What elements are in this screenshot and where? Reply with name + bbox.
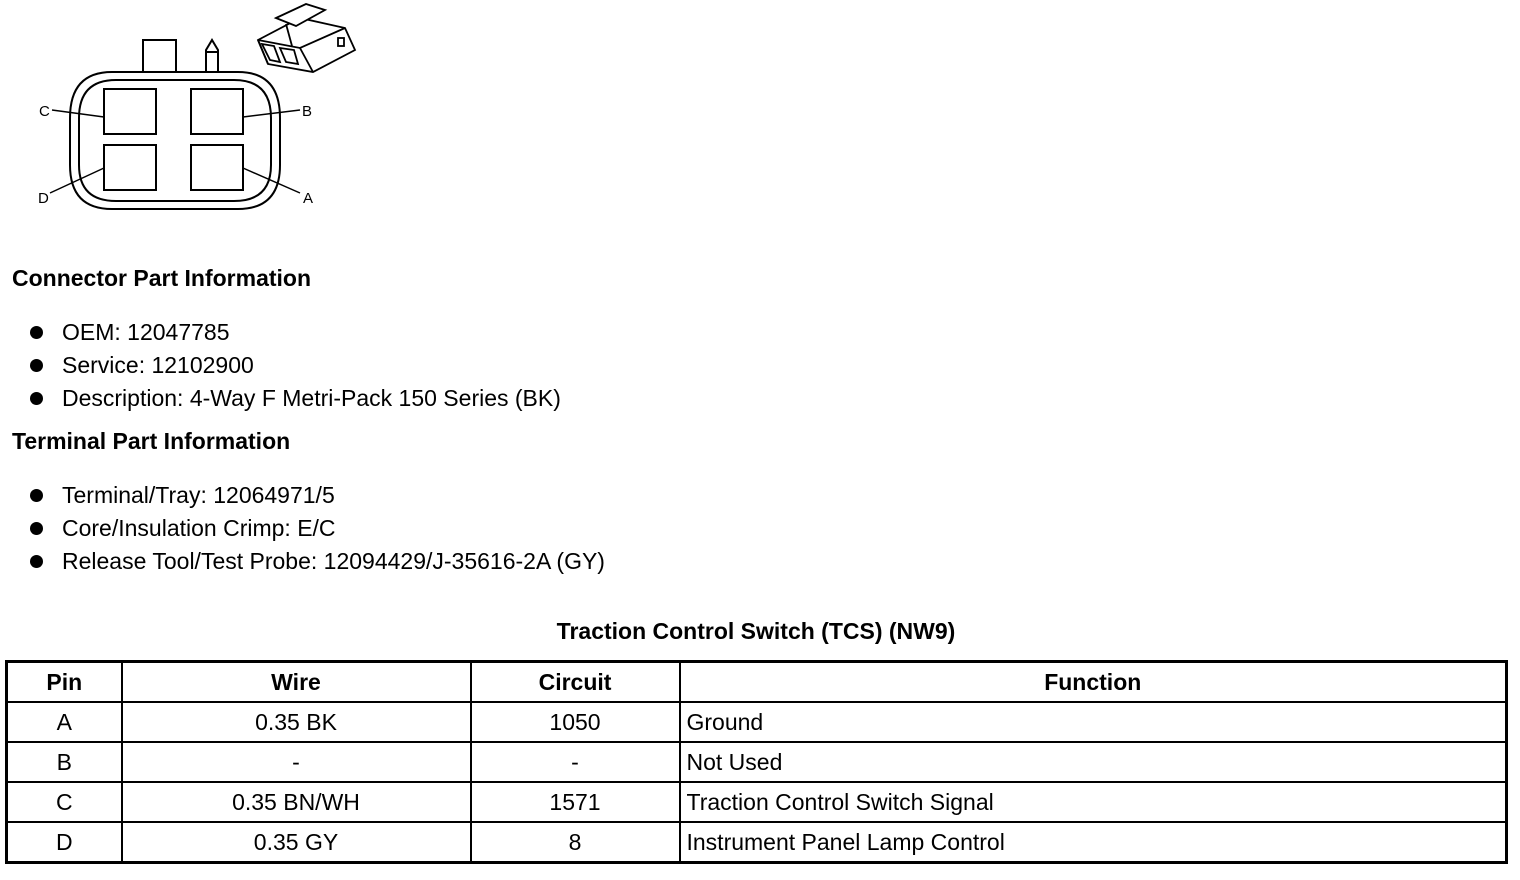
cell-circuit: 1571 (471, 782, 680, 822)
pin-label-a: A (303, 190, 314, 207)
cell-pin: A (7, 702, 122, 742)
bullet-icon (30, 392, 43, 405)
bullet-icon (30, 555, 43, 568)
terminal-info-heading: Terminal Part Information (12, 428, 291, 454)
connector-pin-post (206, 40, 218, 72)
header-circuit: Circuit (471, 662, 680, 703)
connector-iso-icon (258, 4, 355, 72)
connector-lock-tab (143, 40, 176, 72)
cell-wire: 0.35 BK (122, 702, 471, 742)
cell-function: Ground (680, 702, 1507, 742)
cell-function: Traction Control Switch Signal (680, 782, 1507, 822)
pin-label-b: B (302, 103, 313, 120)
cell-pin: D (7, 822, 122, 863)
list-item: Description: 4-Way F Metri-Pack 150 Series (BK) (30, 382, 561, 415)
connector-diagram (0, 0, 380, 225)
bullet-icon (30, 359, 43, 372)
cell-circuit: - (471, 742, 680, 782)
table-row (7, 702, 1507, 742)
pin-label-c: C (39, 103, 50, 120)
cell-wire: 0.35 BN/WH (122, 782, 471, 822)
pin-label-d: D (38, 190, 49, 207)
bullet-icon (30, 326, 43, 339)
connector-info-list (30, 316, 561, 415)
connector-housing (70, 72, 280, 209)
table-header-row (7, 662, 1507, 703)
bullet-icon (30, 522, 43, 535)
cell-pin: C (7, 782, 122, 822)
table-row (7, 782, 1507, 822)
header-wire: Wire (122, 662, 471, 703)
header-function: Function (680, 662, 1507, 703)
terminal-info-list (30, 479, 605, 578)
cell-wire: - (122, 742, 471, 782)
header-pin: Pin (7, 662, 122, 703)
list-item: Service: 12102900 (30, 349, 561, 382)
cell-function: Not Used (680, 742, 1507, 782)
table-row (7, 742, 1507, 782)
cell-pin: B (7, 742, 122, 782)
bullet-icon (30, 489, 43, 502)
cell-wire: 0.35 GY (122, 822, 471, 863)
list-item: Terminal/Tray: 12064971/5 (30, 479, 605, 512)
list-item: Release Tool/Test Probe: 12094429/J-35616-2A (GY) (30, 545, 605, 578)
table-row (7, 822, 1507, 863)
connector-info-heading: Connector Part Information (12, 265, 312, 291)
table-title: Traction Control Switch (TCS) (NW9) (556, 618, 956, 644)
cell-circuit: 8 (471, 822, 680, 863)
list-item: Core/Insulation Crimp: E/C (30, 512, 605, 545)
cell-function: Instrument Panel Lamp Control (680, 822, 1507, 863)
pinout-table (5, 660, 1508, 864)
list-item: OEM: 12047785 (30, 316, 561, 349)
cell-circuit: 1050 (471, 702, 680, 742)
